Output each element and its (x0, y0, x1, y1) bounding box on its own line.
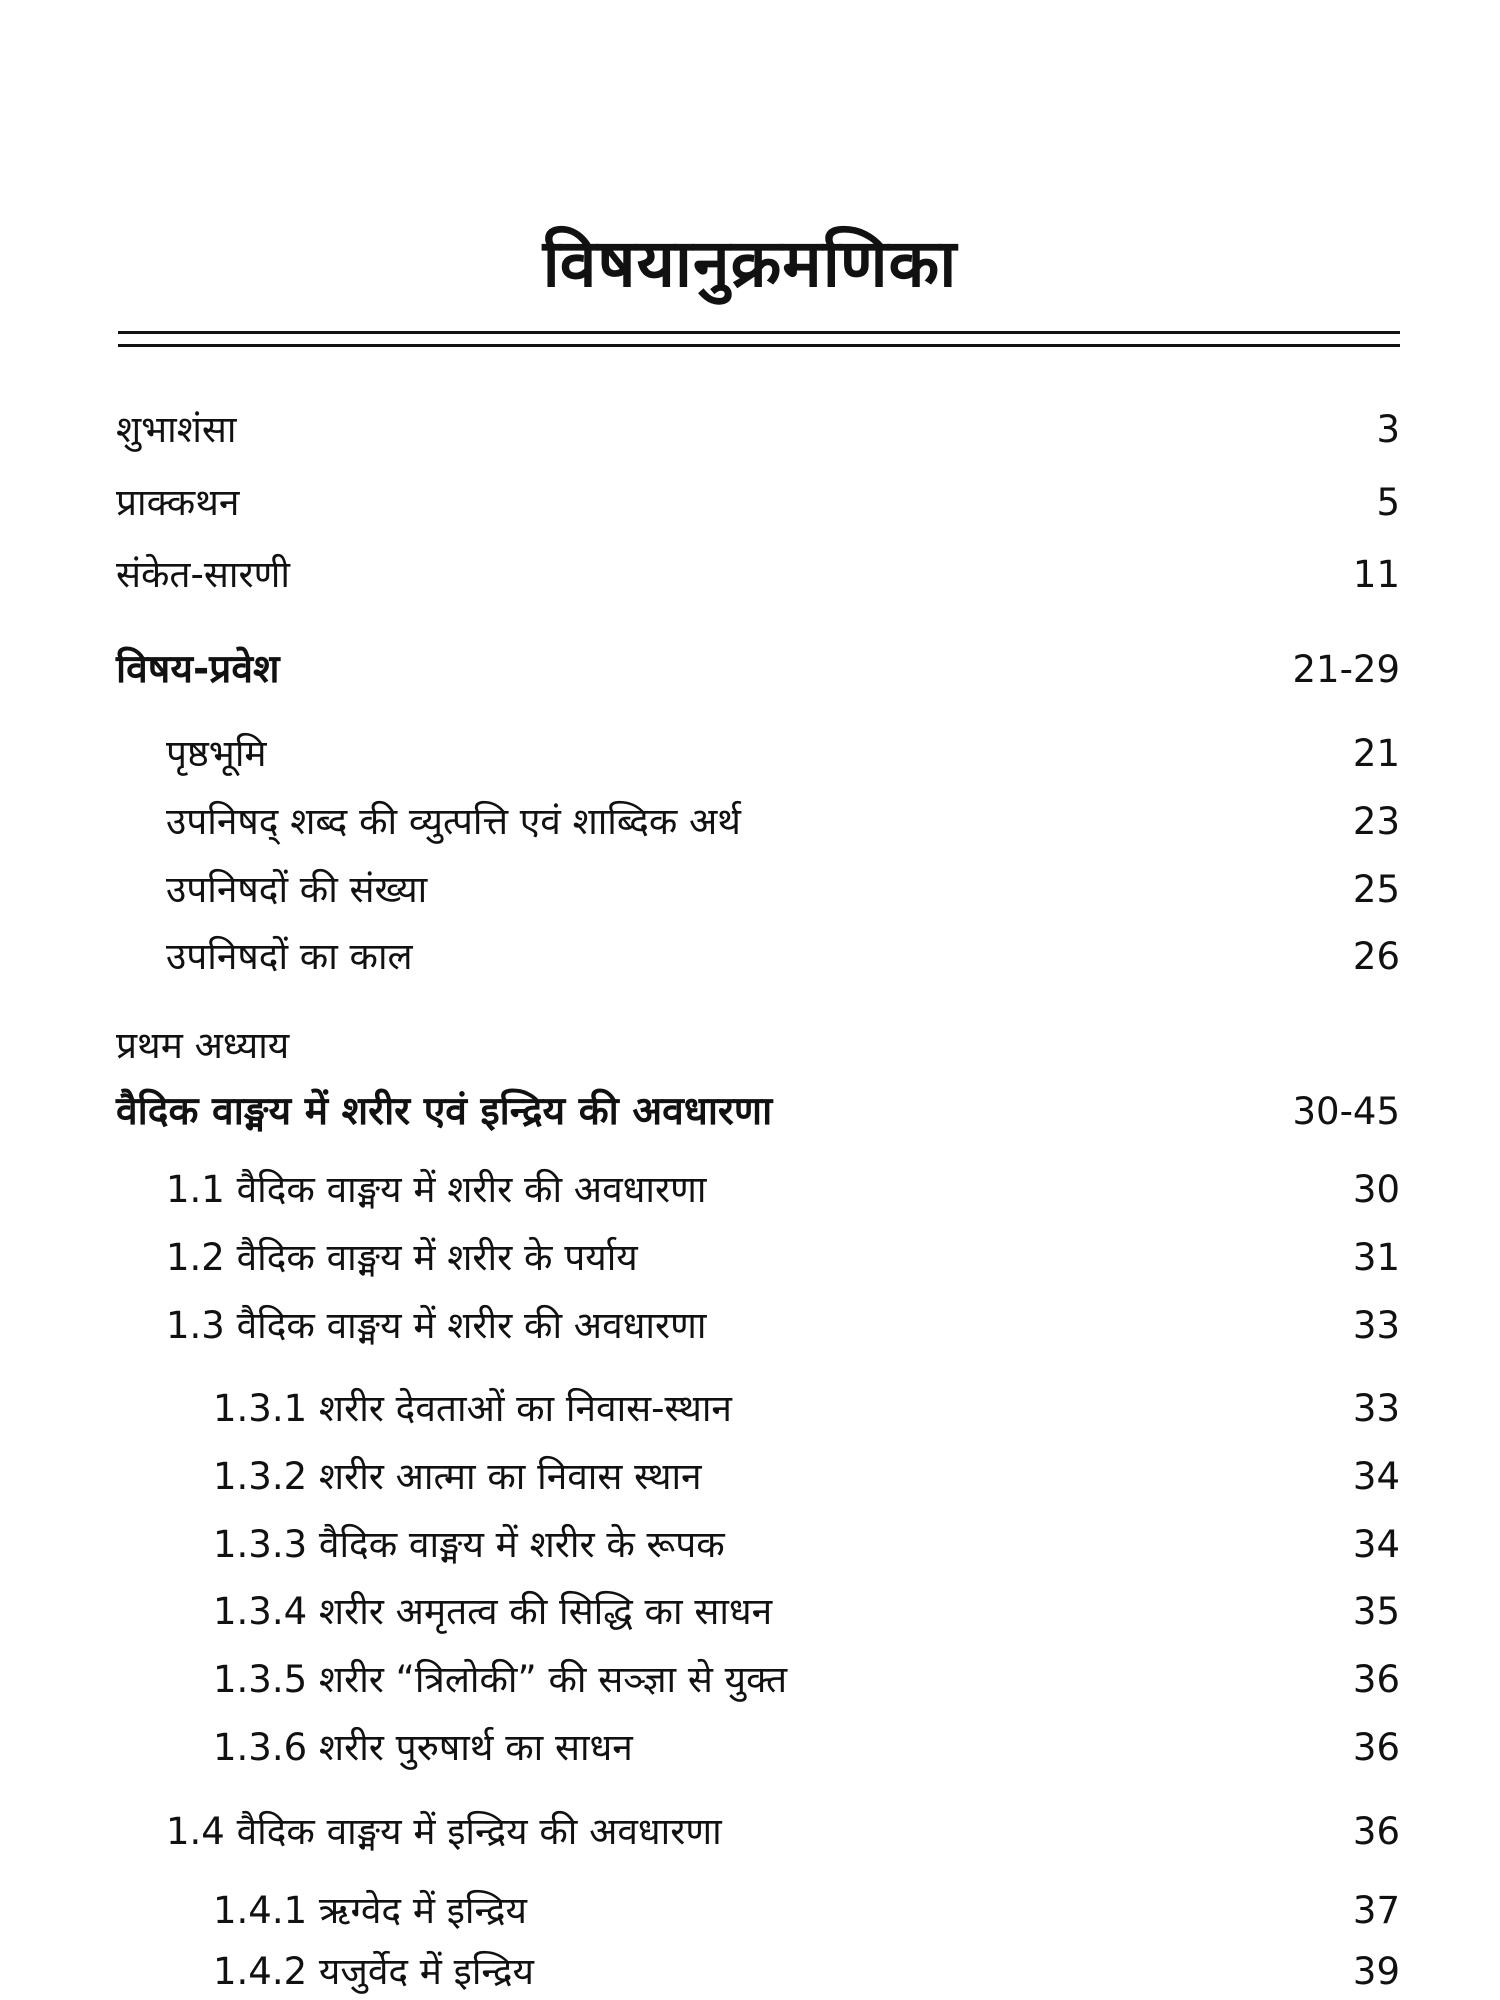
toc-entry-label: 1.3.4 शरीर अमृतत्व की सिद्धि का साधन (213, 1590, 773, 1633)
toc-entry-page: 39 (1352, 1950, 1400, 1993)
toc-entry-label: 1.3 वैदिक वाङ्मय में शरीर की अवधारणा (166, 1304, 707, 1347)
toc-entry-label: 1.3.1 शरीर देवताओं का निवास-स्थान (213, 1387, 732, 1430)
toc-entry-page: 33 (1352, 1387, 1400, 1430)
toc-entry-page: 23 (1352, 800, 1400, 843)
toc-entry-label: 1.1 वैदिक वाङ्मय में शरीर की अवधारणा (166, 1168, 707, 1211)
toc-entry-page: 5 (1376, 481, 1400, 524)
toc-entry (0, 794, 1500, 850)
toc-entry-page: 30-45 (1292, 1090, 1400, 1133)
toc-entry-page: 26 (1352, 935, 1400, 978)
toc-entry-label: उपनिषद् शब्द की व्युत्पत्ति एवं शाब्दिक अर्थ (166, 800, 741, 843)
toc-entry (0, 1944, 1500, 2000)
toc-entry (0, 1720, 1500, 1776)
toc-entry-page: 34 (1352, 1455, 1400, 1498)
toc-entry (0, 1652, 1500, 1708)
toc-section-heading (0, 1084, 1500, 1140)
toc-entry (0, 1381, 1500, 1437)
page-title: विषयानुक्रमणिका (542, 225, 958, 302)
toc-entry (0, 547, 1500, 603)
toc-entry-label: शुभाशंसा (116, 408, 237, 451)
toc-section-heading (0, 642, 1500, 698)
toc-entry (0, 1230, 1500, 1286)
toc-entry-label: 1.4.1 ऋग्वेद में इन्द्रिय (213, 1889, 528, 1932)
toc-entry-page: 30 (1352, 1168, 1400, 1211)
toc-entry-page: 34 (1352, 1523, 1400, 1566)
toc-entry-label: 1.3.6 शरीर पुरुषार्थ का साधन (213, 1726, 633, 1769)
toc-entry (0, 1517, 1500, 1573)
toc-entry-label: संकेत-सारणी (116, 553, 290, 596)
toc-entry (0, 929, 1500, 985)
toc-entry-label: वैदिक वाङ्मय में शरीर एवं इन्द्रिय की अवधारणा (116, 1089, 773, 1134)
toc-entry (0, 1449, 1500, 1505)
toc-entry-label: 1.3.5 शरीर “त्रिलोकी” की सञ्ज्ञा से युक्त (213, 1658, 788, 1701)
toc-entry-page: 35 (1352, 1590, 1400, 1633)
toc-entry-page: 3 (1376, 408, 1400, 451)
title-divider-bottom (118, 344, 1400, 347)
toc-entry-page: 11 (1352, 553, 1400, 596)
toc-entry-label: पृष्ठभूमि (166, 732, 267, 775)
toc-entry-label: प्राक्कथन (116, 481, 240, 524)
toc-entry (0, 475, 1500, 531)
toc-entry-label: 1.4 वैदिक वाङ्मय में इन्द्रिय की अवधारणा (166, 1810, 722, 1853)
toc-entry-page: 21-29 (1292, 648, 1400, 691)
toc-entry-label: विषय-प्रवेश (116, 647, 280, 692)
toc-entry-page: 36 (1352, 1810, 1400, 1853)
toc-entry-page: 37 (1352, 1889, 1400, 1932)
toc-entry-label: प्रथम अध्याय (116, 1024, 290, 1067)
toc-entry-label: उपनिषदों की संख्या (166, 868, 428, 911)
toc-entry-label: 1.3.2 शरीर आत्मा का निवास स्थान (213, 1455, 702, 1498)
toc-entry-page: 21 (1352, 732, 1400, 775)
toc-entry-label: 1.2 वैदिक वाङ्मय में शरीर के पर्याय (166, 1236, 638, 1279)
toc-entry (0, 726, 1500, 782)
toc-chapter-label (0, 1018, 1500, 1074)
title-divider-top (118, 331, 1400, 334)
toc-entry (0, 1298, 1500, 1354)
toc-entry-page: 33 (1352, 1304, 1400, 1347)
toc-entry-page: 36 (1352, 1658, 1400, 1701)
toc-entry-label: 1.4.2 यजुर्वेद में इन्द्रिय (213, 1950, 534, 1993)
toc-entry-page: 31 (1352, 1236, 1400, 1279)
toc-entry (0, 1162, 1500, 1218)
toc-entry-page: 25 (1352, 868, 1400, 911)
toc-entry (0, 862, 1500, 918)
toc-entry-page: 36 (1352, 1726, 1400, 1769)
toc-entry-label: उपनिषदों का काल (166, 935, 413, 978)
toc-entry (0, 402, 1500, 458)
toc-entry (0, 1883, 1500, 1939)
toc-entry (0, 1584, 1500, 1640)
toc-entry-label: 1.3.3 वैदिक वाङ्मय में शरीर के रूपक (213, 1523, 725, 1566)
toc-entry (0, 1804, 1500, 1860)
